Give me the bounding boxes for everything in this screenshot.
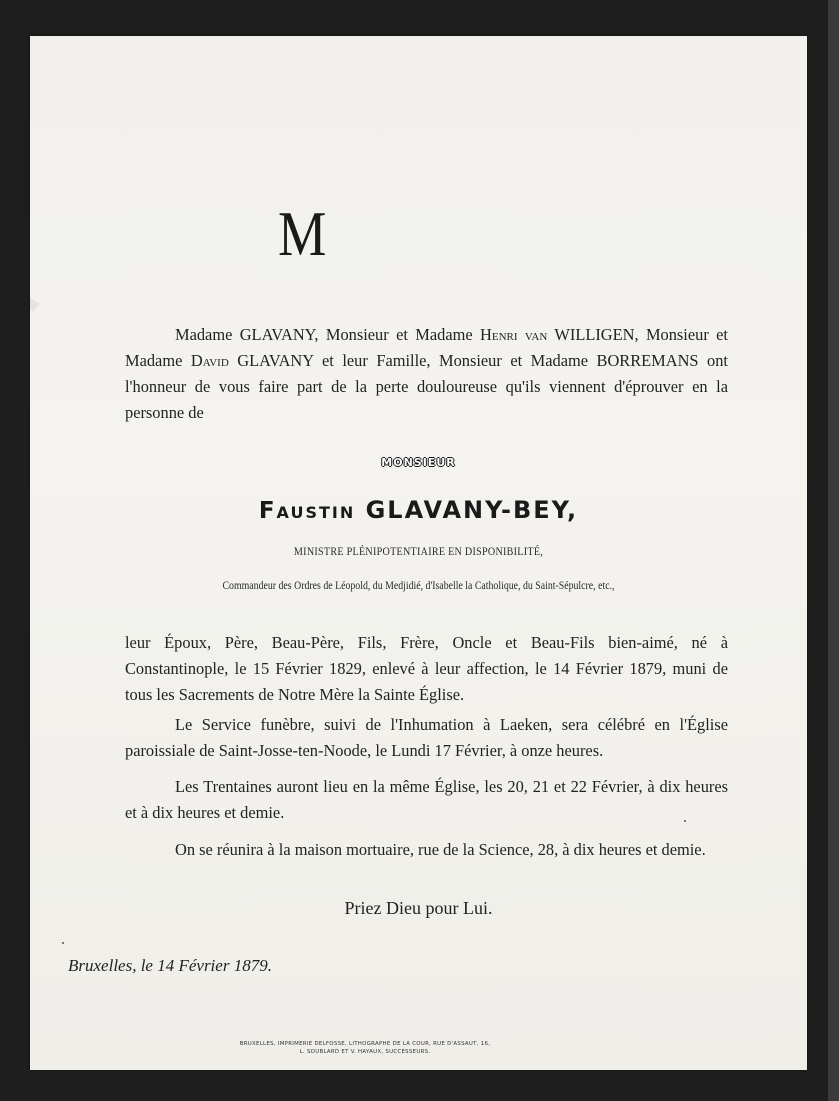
deceased-role: MINISTRE PLÉNIPOTENTIAIRE EN DISPONIBILITÉ, bbox=[293, 546, 544, 558]
gathering-paragraph: On se réunira à la maison mortuaire, rue de la Science, 28, à dix heures et demie. bbox=[175, 840, 706, 859]
printer-imprint bbox=[30, 1040, 700, 1056]
honorific-title: MONSIEUR bbox=[381, 456, 456, 469]
ink-speck bbox=[62, 942, 64, 944]
imprint-line-1: BRUXELLES, IMPRIMERIE DELFOSSE, LITHOGRAPHE DE LA COUR, RUE D'ASSAUT, 16, bbox=[239, 1041, 491, 1047]
service-paragraph: Le Service funèbre, suivi de l'Inhumation à Laeken, sera célébré en l'Église paroissiale de Saint-Josse-ten-Noode, le Lundi 17 Février, à onze heures. bbox=[125, 715, 728, 760]
announcement-text-a: Madame GLAVANY, Monsieur et Madame bbox=[175, 325, 481, 344]
frame-edge bbox=[828, 0, 839, 1101]
announcement-text-c: GLAVANY et leur Famille, Monsieur et Madame BORREMANS ont l'honneur de vous faire part de la perte douloureuse qu'ils viennent d'éprouver en la personne de bbox=[125, 351, 728, 422]
announcement-david: David bbox=[190, 351, 229, 370]
imprint-line-2: L. SOUBLARD ET V. HAYAUX, SUCCESSEURS. bbox=[299, 1049, 431, 1055]
deceased-name bbox=[30, 496, 807, 524]
drop-initial: M bbox=[278, 198, 327, 269]
funeral-notice-card bbox=[30, 36, 807, 1070]
announcement-paragraph bbox=[125, 322, 728, 426]
closing-prayer: Priez Dieu pour Lui. bbox=[344, 898, 493, 918]
announcement-text-b: WILLIGEN, Monsieur et Madame bbox=[125, 325, 728, 370]
trentaines-paragraph: Les Trentaines auront lieu en la même Église, les 20, 21 et 22 Février, à dix heures et à dix heures et demie. bbox=[125, 777, 728, 822]
dateline: Bruxelles, le 14 Février 1879. bbox=[68, 956, 272, 975]
deceased-last-name: GLAVANY-BEY, bbox=[355, 496, 579, 524]
paper-tear bbox=[30, 298, 40, 312]
deceased-first-name: Faustin bbox=[258, 498, 356, 524]
ink-speck bbox=[684, 820, 686, 822]
deceased-orders: Commandeur des Ordres de Léopold, du Medjidié, d'Isabelle la Catholique, du Saint-Sépulcre, etc., bbox=[222, 578, 615, 592]
announcement-henri: Henri van bbox=[480, 325, 548, 344]
relationship-paragraph: leur Époux, Père, Beau-Père, Fils, Frère, Oncle et Beau-Fils bien-aimé, né à Constantinople, le 15 Février 1829, enlevé à leur affection, le 14 Février 1879, muni de tous les Sacrements de Notre Mère la Sainte Église. bbox=[125, 633, 728, 704]
